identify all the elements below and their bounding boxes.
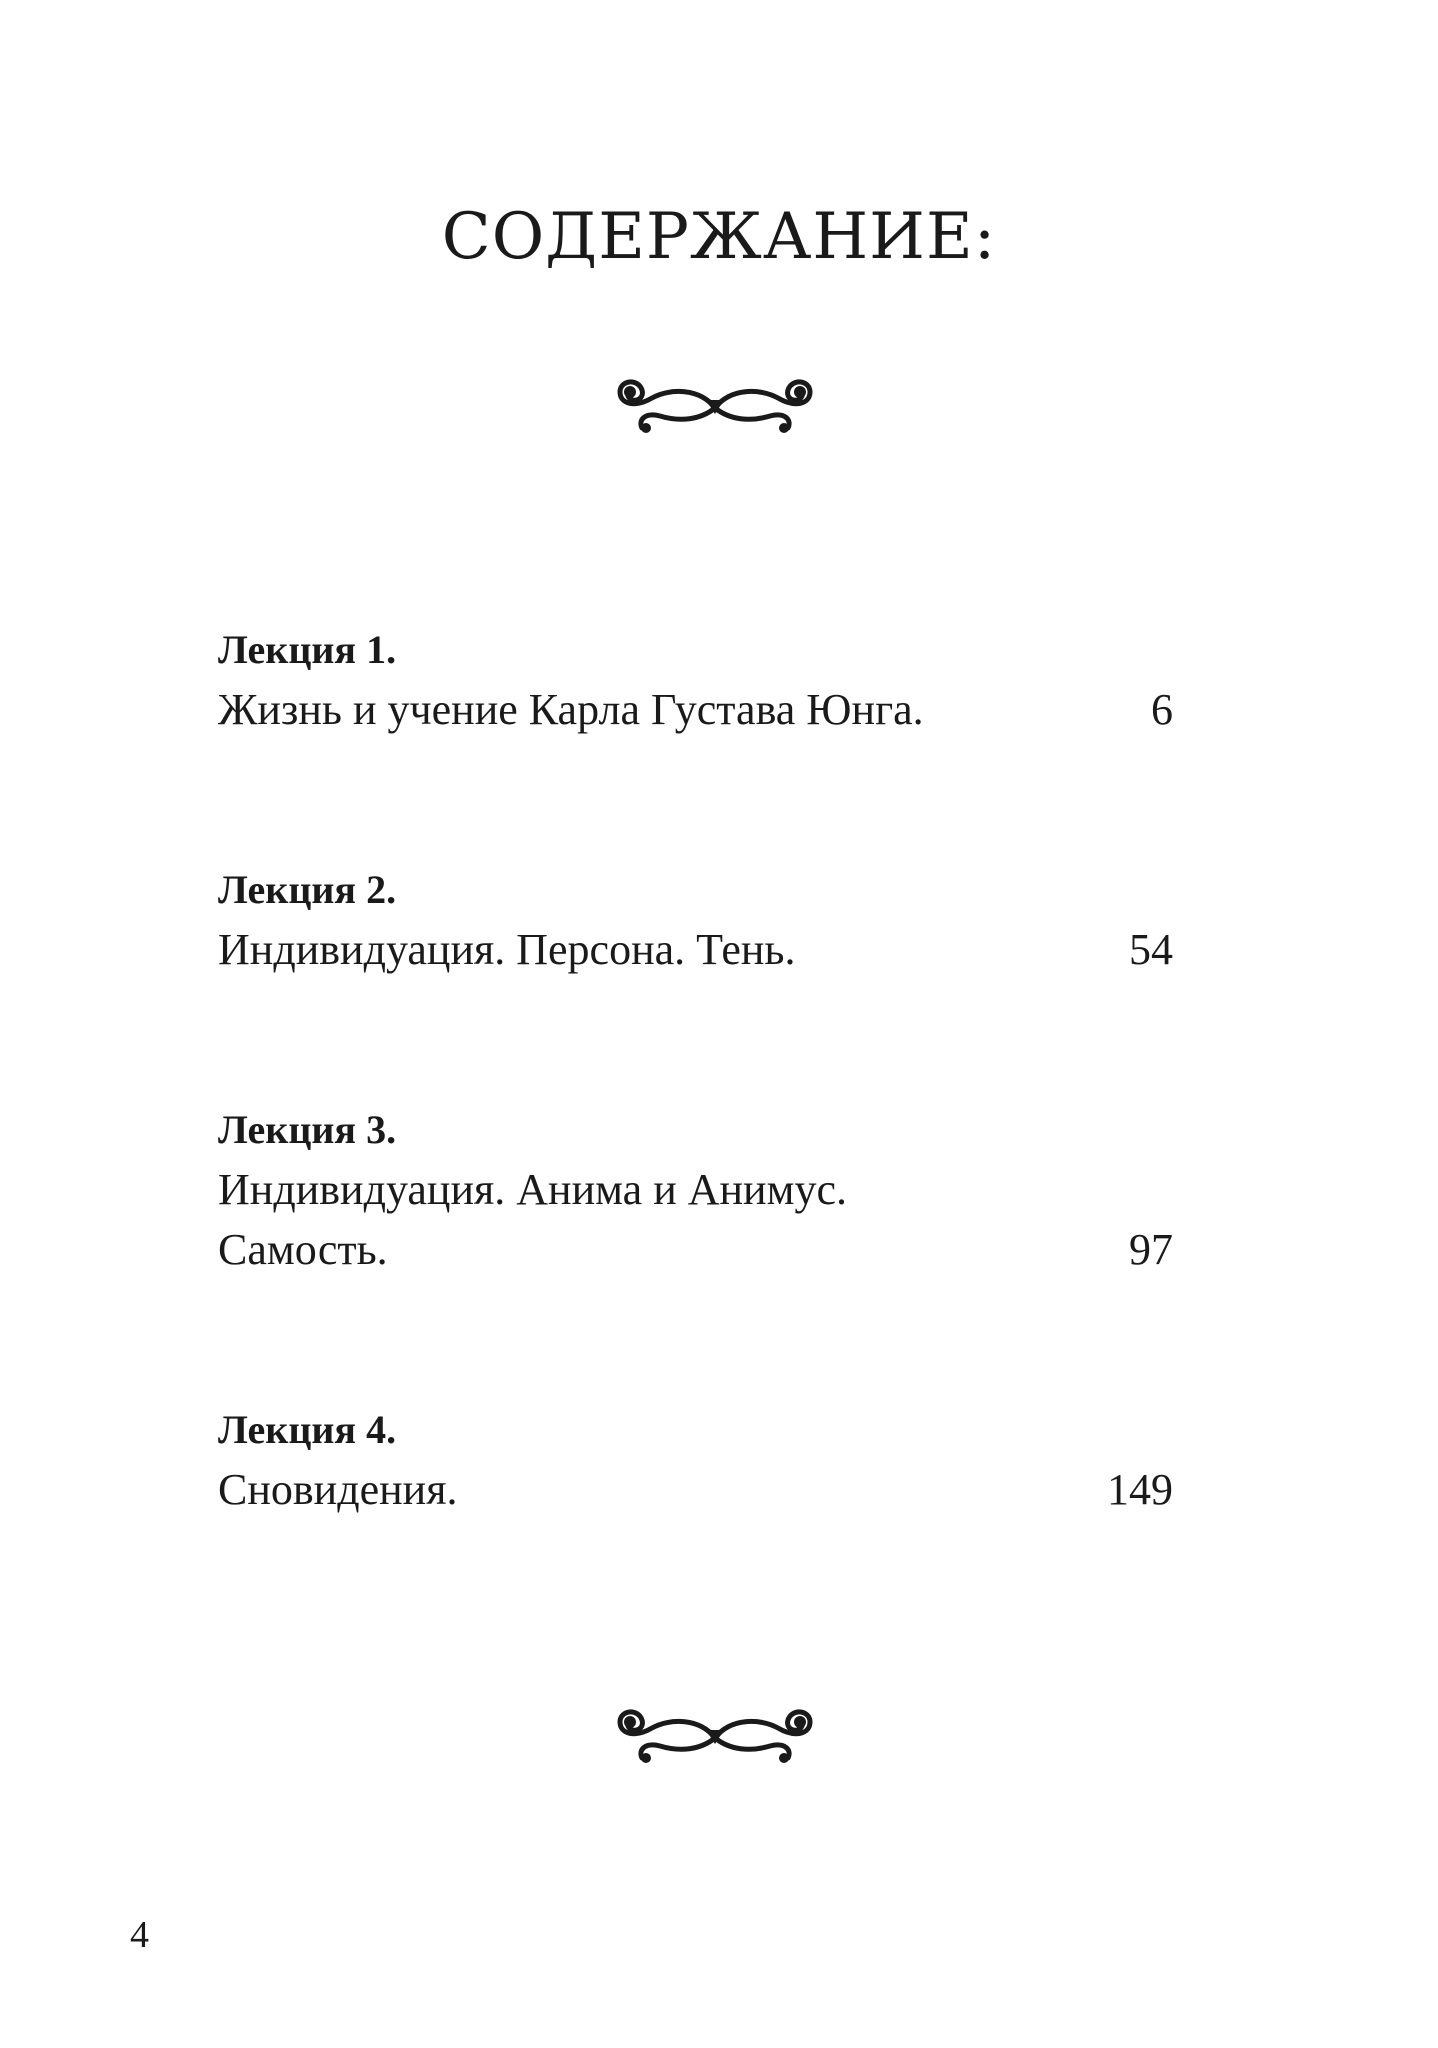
toc-entry-title: Индивидуация. Анима и Анимус.	[218, 1165, 847, 1214]
toc-entry-3[interactable]	[218, 1100, 1173, 1280]
toc-entry-line	[218, 1460, 1173, 1520]
toc-entry-2[interactable]	[218, 860, 1173, 980]
toc-entry-line	[218, 1220, 1173, 1280]
toc-entry-4[interactable]	[218, 1400, 1173, 1520]
toc-entry-title: Самость.	[218, 1225, 388, 1274]
toc-entry-page: 149	[1107, 1465, 1173, 1514]
toc-entry-title: Сновидения.	[218, 1465, 458, 1514]
toc-entry-label: Лекция 4.	[218, 1407, 397, 1452]
toc-entry-line	[218, 920, 1173, 980]
toc-entry-label: Лекция 3.	[218, 1107, 397, 1152]
flourish-divider-icon	[590, 1690, 840, 1770]
page-number: 4	[130, 1914, 149, 1956]
toc-entry-title: Жизнь и учение Карла Густава Юнга.	[218, 685, 924, 734]
toc-entry-page: 6	[1151, 685, 1173, 734]
toc-entry-line	[218, 1160, 1173, 1220]
toc-entry-title: Индивидуация. Персона. Тень.	[218, 925, 796, 974]
toc-entry-label: Лекция 1.	[218, 627, 397, 672]
toc-entry-label: Лекция 2.	[218, 867, 397, 912]
toc-entry-page: 97	[1129, 1225, 1173, 1274]
flourish-divider-icon	[590, 360, 840, 440]
toc-entry-line	[218, 680, 1173, 740]
toc-entry-page: 54	[1129, 925, 1173, 974]
toc-entry-1[interactable]	[218, 620, 1173, 740]
page-title: СОДЕРЖАНИЕ:	[441, 200, 997, 274]
